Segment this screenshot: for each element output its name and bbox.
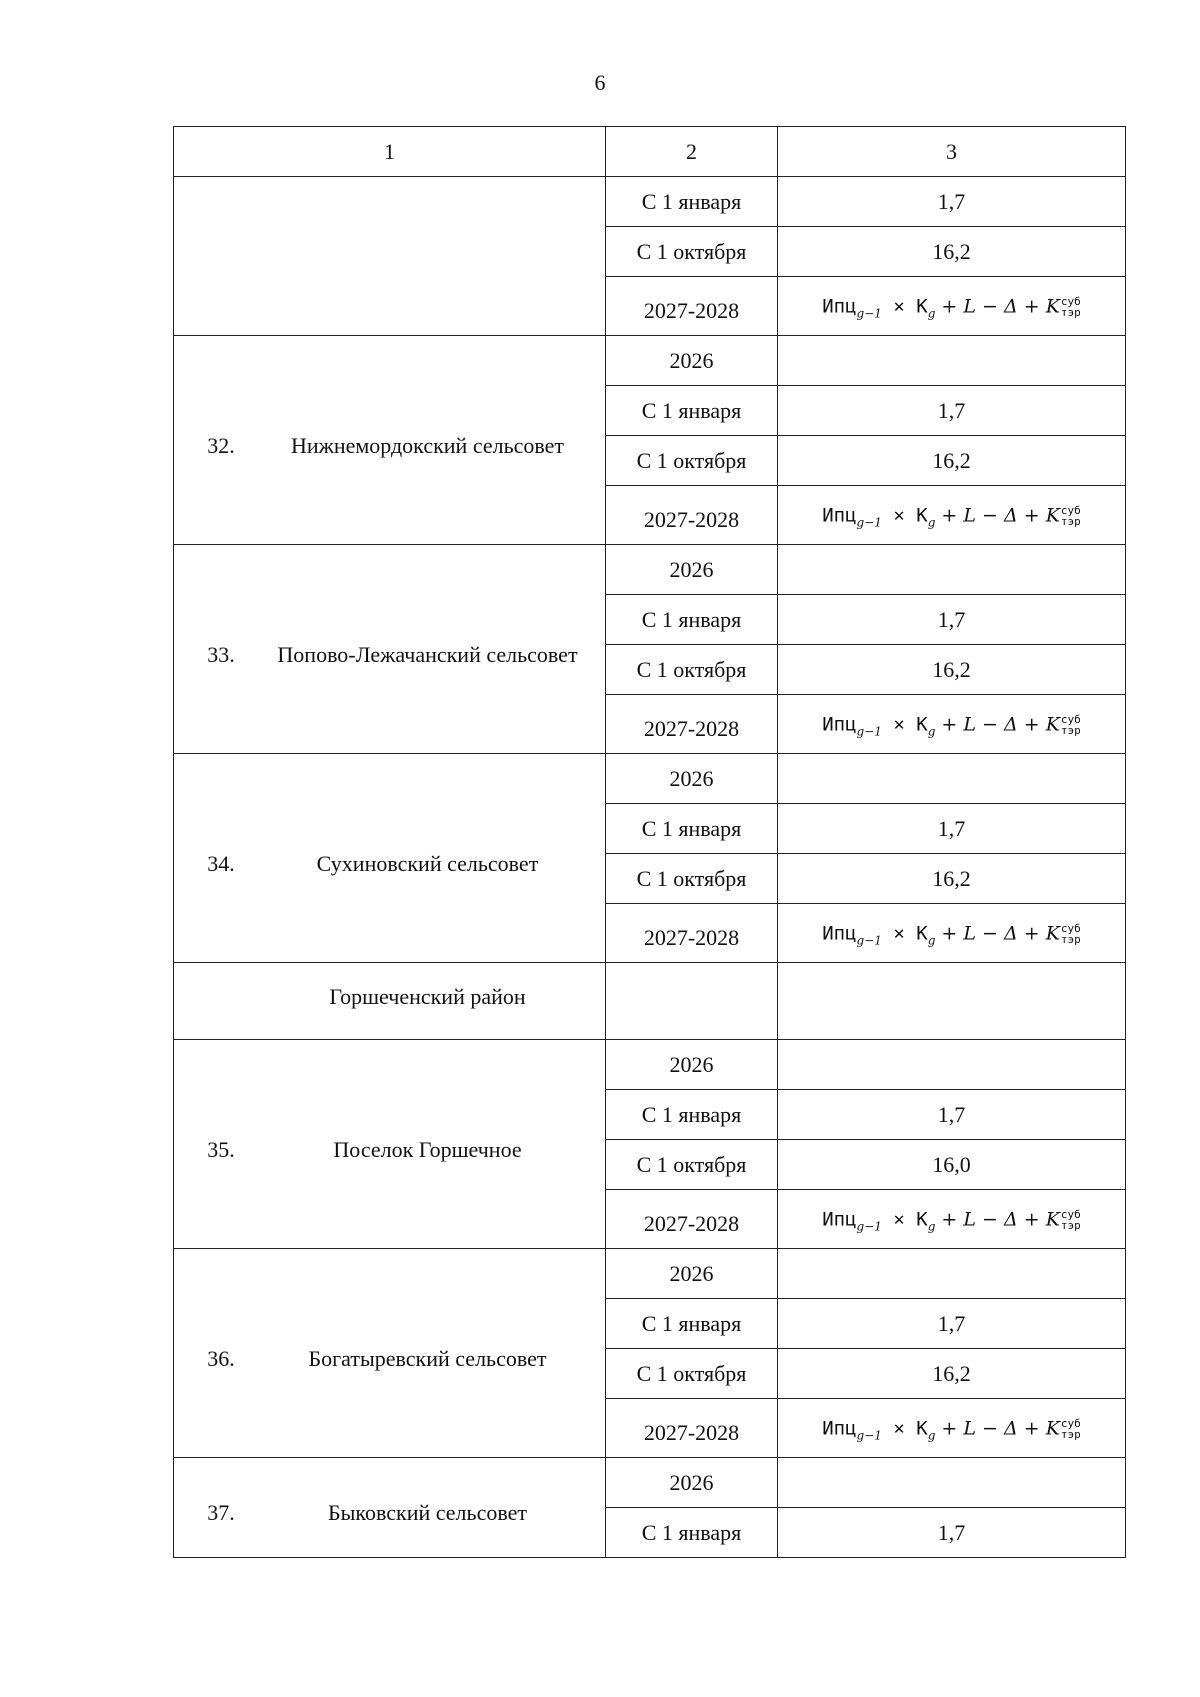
formula-ipc: Ипц: [822, 1208, 857, 1231]
formula-sup: суб: [1060, 922, 1081, 935]
year-cell: 2026: [606, 1249, 778, 1299]
formula-sub-prev: g−1: [856, 1428, 882, 1443]
formula-times: ×: [881, 504, 917, 527]
period-cell: С 1 января: [606, 177, 778, 227]
value-cell: 16,2: [778, 436, 1126, 486]
municipality-cell: [174, 1040, 606, 1249]
value-cell: 16,0: [778, 1140, 1126, 1190]
formula-sub-g: g: [927, 306, 936, 321]
municipality-name: Сухиновский сельсовет: [316, 850, 539, 876]
formula-sub-ter: тэр: [1060, 933, 1081, 946]
formula-k: К: [916, 1208, 928, 1231]
formula-cell: [778, 1399, 1126, 1458]
formula-sup: суб: [1060, 504, 1081, 517]
row-number: 37.: [207, 1500, 235, 1525]
period-cell: С 1 января: [606, 1508, 778, 1558]
row-number: 35.: [207, 1136, 235, 1162]
table-row: [174, 177, 1126, 227]
index-formula: [822, 1418, 1081, 1442]
formula-cell: [778, 486, 1126, 545]
formula-sub-ter: тэр: [1060, 1219, 1081, 1232]
formula-sup: суб: [1060, 1417, 1081, 1430]
period-cell: 2027-2028: [606, 1190, 778, 1249]
period-cell: 2027-2028: [606, 486, 778, 545]
table-row: [174, 336, 1126, 386]
formula-sub-prev: g−1: [856, 1219, 882, 1234]
formula-sub-ter: тэр: [1060, 306, 1081, 319]
carry-name-cell: [174, 177, 606, 336]
formula-sub-prev: g−1: [856, 724, 882, 739]
formula-cell: [778, 277, 1126, 336]
formula-sup: суб: [1060, 713, 1081, 726]
formula-sub-g: g: [927, 933, 936, 948]
empty-cell: [778, 963, 1126, 1040]
municipality-cell: [174, 545, 606, 754]
tariff-table: [173, 126, 1126, 1558]
formula-sub-prev: g−1: [856, 933, 882, 948]
region-name: Горшеченский район: [329, 984, 526, 1009]
empty-value-cell: [778, 1458, 1126, 1508]
header-col-2: 2: [606, 127, 778, 177]
formula-ipc: Ипц: [822, 1417, 857, 1440]
formula-ipc: Ипц: [822, 504, 857, 527]
formula-rest: + L − Δ +: [935, 922, 1046, 945]
index-formula: [822, 1209, 1081, 1233]
period-cell: С 1 октября: [606, 645, 778, 695]
year-cell: 2026: [606, 1458, 778, 1508]
formula-sub-g: g: [927, 515, 936, 530]
row-number: 33.: [207, 641, 235, 667]
formula-times: ×: [881, 713, 917, 736]
formula-ipc: Ипц: [822, 295, 857, 318]
period-cell: С 1 октября: [606, 854, 778, 904]
value-cell: 1,7: [778, 177, 1126, 227]
formula-cell: [778, 1190, 1126, 1249]
table-row: [174, 1249, 1126, 1299]
table-header-row: [174, 127, 1126, 177]
value-cell: 16,2: [778, 645, 1126, 695]
page-number: 6: [594, 70, 606, 95]
header-col-1: 1: [174, 127, 606, 177]
formula-sub-ter: тэр: [1060, 515, 1081, 528]
empty-cell: [606, 963, 778, 1040]
formula-k: К: [916, 713, 928, 736]
period-cell: С 1 января: [606, 804, 778, 854]
value-cell: 1,7: [778, 804, 1126, 854]
formula-sub-ter: тэр: [1060, 724, 1081, 737]
value-cell: 1,7: [778, 1508, 1126, 1558]
formula-sub-g: g: [927, 1219, 936, 1234]
period-cell: С 1 октября: [606, 1349, 778, 1399]
table-row: [174, 1458, 1126, 1508]
formula-k: К: [916, 922, 928, 945]
formula-cell: [778, 695, 1126, 754]
municipality-cell: [174, 754, 606, 963]
region-cell: [174, 963, 606, 1040]
formula-kt: K: [1045, 1208, 1060, 1231]
formula-sub-prev: g−1: [856, 306, 882, 321]
value-cell: 16,2: [778, 854, 1126, 904]
formula-sub-g: g: [927, 724, 936, 739]
formula-sub-ter: тэр: [1060, 1428, 1081, 1441]
region-row: [174, 963, 1126, 1040]
municipality-name: Поселок Горшечное: [333, 1136, 522, 1162]
formula-supsub: [1061, 505, 1081, 527]
empty-value-cell: [778, 754, 1126, 804]
index-formula: [822, 505, 1081, 529]
formula-k: К: [916, 504, 928, 527]
value-cell: 1,7: [778, 1090, 1126, 1140]
row-number: 36.: [207, 1345, 235, 1371]
empty-value-cell: [778, 1040, 1126, 1090]
empty-value-cell: [778, 1249, 1126, 1299]
formula-rest: + L − Δ +: [935, 504, 1046, 527]
table-row: [174, 754, 1126, 804]
value-cell: 16,2: [778, 1349, 1126, 1399]
formula-cell: [778, 904, 1126, 963]
formula-sub-g: g: [927, 1428, 936, 1443]
formula-sup: суб: [1060, 1208, 1081, 1221]
municipality-name: Богатыревский сельсовет: [308, 1345, 547, 1371]
formula-kt: K: [1045, 922, 1060, 945]
municipality-cell: [174, 336, 606, 545]
year-cell: 2026: [606, 545, 778, 595]
formula-sup: суб: [1060, 295, 1081, 308]
row-number: 34.: [207, 850, 235, 876]
year-cell: 2026: [606, 754, 778, 804]
formula-times: ×: [881, 295, 917, 318]
year-cell: 2026: [606, 336, 778, 386]
index-formula: [822, 296, 1081, 320]
formula-rest: + L − Δ +: [935, 1208, 1046, 1231]
municipality-name: Нижнемордокский сельсовет: [290, 432, 565, 458]
formula-supsub: [1061, 296, 1081, 318]
period-cell: 2027-2028: [606, 1399, 778, 1458]
formula-ipc: Ипц: [822, 922, 857, 945]
index-formula: [822, 923, 1081, 947]
formula-supsub: [1061, 1418, 1081, 1440]
value-cell: 1,7: [778, 386, 1126, 436]
empty-value-cell: [778, 545, 1126, 595]
period-cell: С 1 января: [606, 1090, 778, 1140]
value-cell: 16,2: [778, 227, 1126, 277]
empty-value-cell: [778, 336, 1126, 386]
period-cell: 2027-2028: [606, 904, 778, 963]
formula-sub-prev: g−1: [856, 515, 882, 530]
municipality-cell: [174, 1458, 606, 1558]
value-cell: 1,7: [778, 595, 1126, 645]
formula-rest: + L − Δ +: [935, 713, 1046, 736]
formula-kt: K: [1045, 713, 1060, 736]
formula-kt: K: [1045, 1417, 1060, 1440]
formula-kt: K: [1045, 504, 1060, 527]
formula-kt: K: [1045, 295, 1060, 318]
period-cell: С 1 октября: [606, 227, 778, 277]
municipality-cell: [174, 1249, 606, 1458]
formula-supsub: [1061, 923, 1081, 945]
period-cell: С 1 октября: [606, 436, 778, 486]
formula-k: К: [916, 295, 928, 318]
formula-rest: + L − Δ +: [935, 295, 1046, 318]
index-formula: [822, 714, 1081, 738]
period-cell: С 1 октября: [606, 1140, 778, 1190]
municipality-name: Быковский сельсовет: [328, 1500, 527, 1525]
formula-times: ×: [881, 922, 917, 945]
formula-times: ×: [881, 1208, 917, 1231]
period-cell: С 1 января: [606, 386, 778, 436]
period-cell: С 1 января: [606, 595, 778, 645]
formula-supsub: [1061, 714, 1081, 736]
row-number: 32.: [207, 432, 235, 458]
table-row: [174, 1040, 1126, 1090]
period-cell: С 1 января: [606, 1299, 778, 1349]
formula-ipc: Ипц: [822, 713, 857, 736]
value-cell: 1,7: [778, 1299, 1126, 1349]
table-row: [174, 545, 1126, 595]
period-cell: 2027-2028: [606, 277, 778, 336]
municipality-name: Попово-Лежачанский сельсовет: [277, 641, 578, 667]
header-col-3: 3: [778, 127, 1126, 177]
period-cell: 2027-2028: [606, 695, 778, 754]
year-cell: 2026: [606, 1040, 778, 1090]
formula-supsub: [1061, 1209, 1081, 1231]
formula-times: ×: [881, 1417, 917, 1440]
formula-rest: + L − Δ +: [935, 1417, 1046, 1440]
formula-k: К: [916, 1417, 928, 1440]
